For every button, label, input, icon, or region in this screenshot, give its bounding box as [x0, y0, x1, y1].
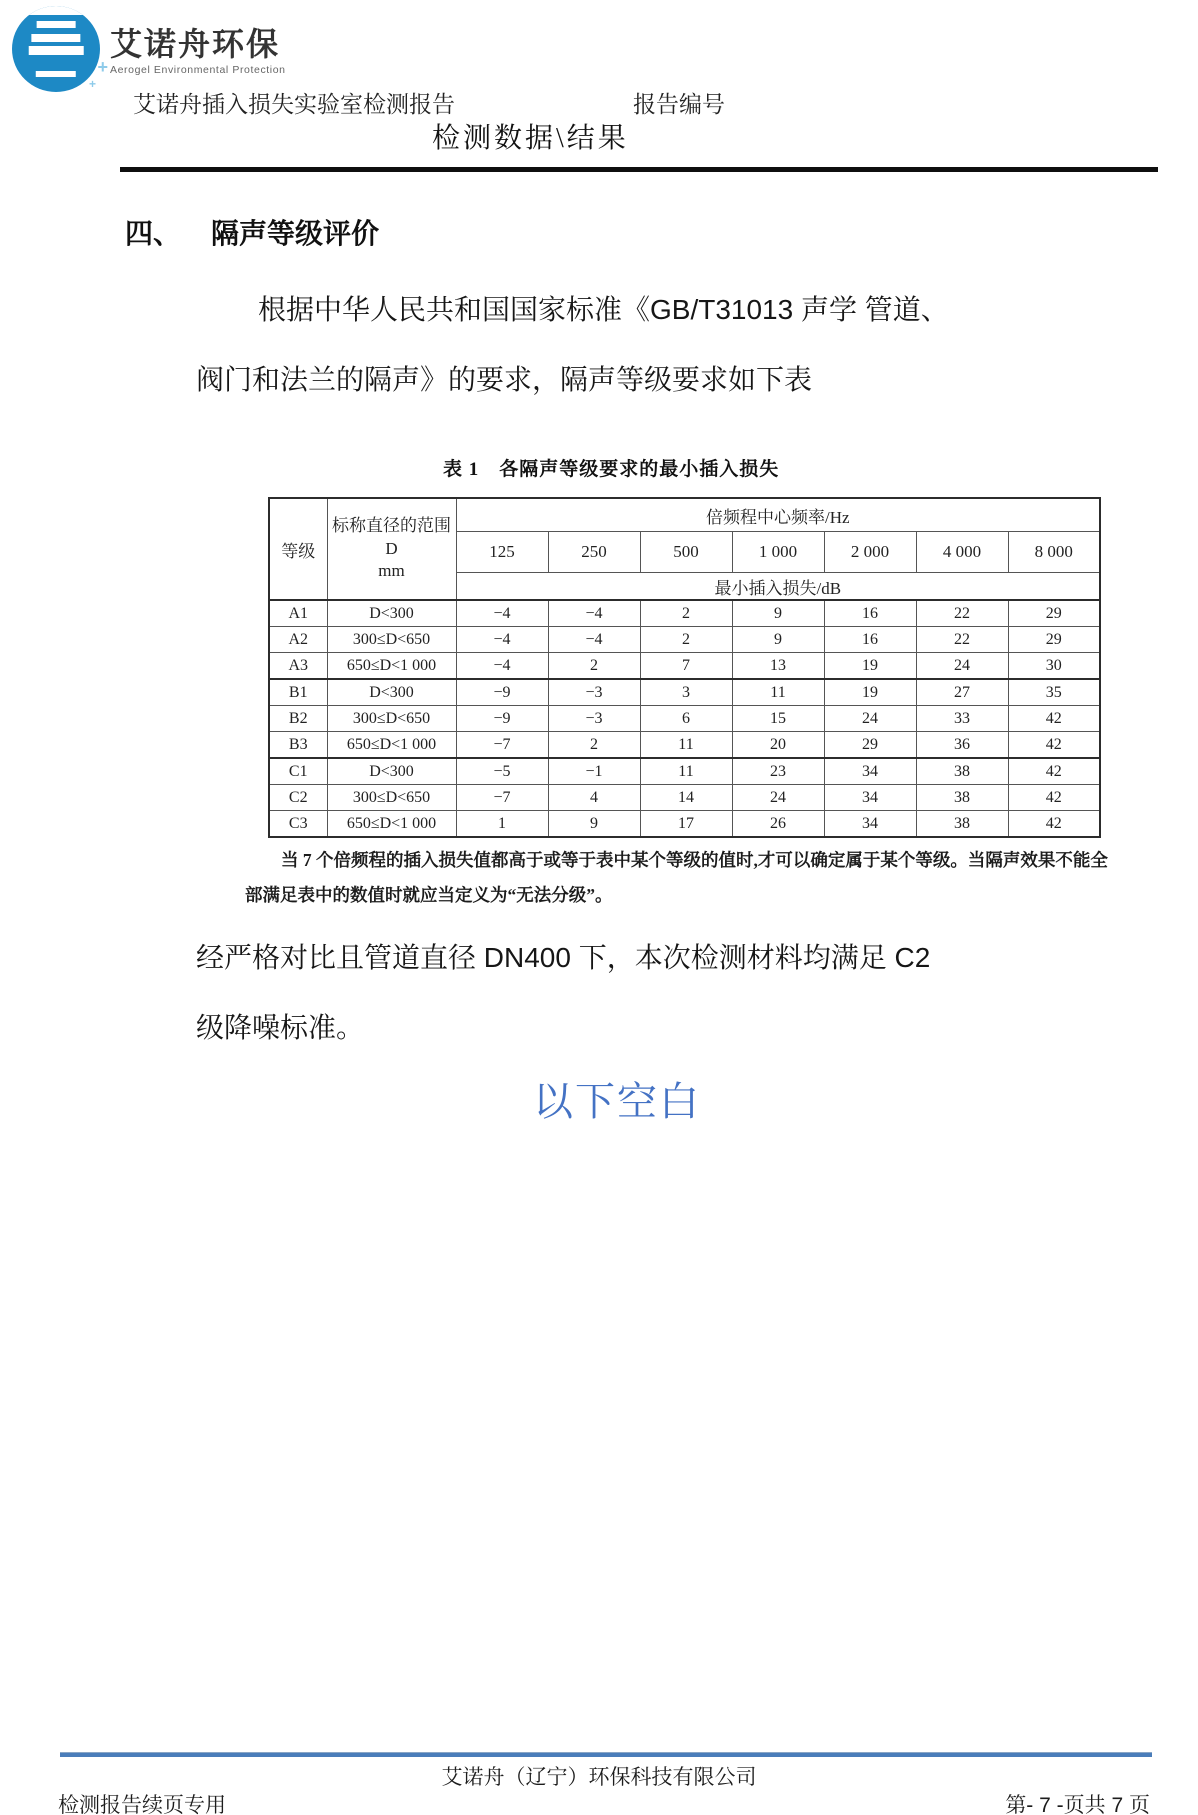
- loss-value-cell: 14: [640, 785, 732, 811]
- loss-value-cell: 19: [824, 653, 916, 680]
- loss-value-cell: 38: [916, 758, 1008, 785]
- header-divider: [120, 167, 1158, 172]
- sparkle-icon: +: [88, 77, 96, 91]
- loss-value-cell: 15: [732, 706, 824, 732]
- loss-value-cell: 34: [824, 811, 916, 838]
- intro-paragraph-line2: 阀门和法兰的隔声》的要求，隔声等级要求如下表: [196, 364, 813, 395]
- loss-value-cell: 36: [916, 732, 1008, 759]
- loss-value-cell: 1: [456, 811, 548, 838]
- loss-value-cell: 42: [1008, 706, 1100, 732]
- loss-value-cell: −7: [456, 785, 548, 811]
- footer-left-label: 检测报告续页专用: [58, 1794, 226, 1815]
- intro-paragraph-line1: 根据中华人民共和国国家标准《GB/T31013 声学 管道、: [258, 294, 949, 325]
- grade-cell: B1: [269, 679, 327, 706]
- loss-value-cell: 20: [732, 732, 824, 759]
- loss-value-cell: 35: [1008, 679, 1100, 706]
- table-row: [269, 811, 1100, 838]
- table-row: [269, 706, 1100, 732]
- diameter-range-cell: D<300: [327, 600, 456, 627]
- loss-value-cell: 42: [1008, 811, 1100, 838]
- table-header-row: [269, 498, 1100, 532]
- loss-value-cell: 2: [548, 732, 640, 759]
- grade-cell: A2: [269, 627, 327, 653]
- table-note: 当 7 个倍频程的插入损失值都高于或等于表中某个等级的值时,才可以确定属于某个等级。当隔声效果不能全部满足表中的数值时就应当定义为“无法分级”。: [245, 850, 1108, 905]
- table-row: [269, 627, 1100, 653]
- report-title: 艾诺舟插入损失实验室检测报告: [133, 92, 455, 117]
- loss-value-cell: 9: [732, 600, 824, 627]
- loss-value-cell: 29: [1008, 627, 1100, 653]
- loss-value-cell: 16: [824, 600, 916, 627]
- loss-value-cell: 26: [732, 811, 824, 838]
- loss-value-cell: −4: [548, 627, 640, 653]
- sparkle-icon: +: [97, 57, 108, 77]
- loss-value-cell: 38: [916, 785, 1008, 811]
- loss-value-cell: 30: [1008, 653, 1100, 680]
- loss-value-cell: 19: [824, 679, 916, 706]
- freq-col-header: 250: [548, 532, 640, 573]
- table-body: [269, 600, 1100, 837]
- loss-value-cell: 11: [640, 758, 732, 785]
- brand-name-en: Aerogel Environmental Protection: [110, 64, 286, 76]
- table-row: [269, 653, 1100, 680]
- diameter-range-cell: 650≤D<1 000: [327, 811, 456, 838]
- loss-value-cell: 9: [548, 811, 640, 838]
- loss-value-cell: −3: [548, 706, 640, 732]
- loss-value-cell: 4: [548, 785, 640, 811]
- grade-cell: A3: [269, 653, 327, 680]
- loss-value-cell: 38: [916, 811, 1008, 838]
- loss-value-cell: 16: [824, 627, 916, 653]
- loss-value-cell: 24: [916, 653, 1008, 680]
- brand-name-cn: 艾诺舟环保: [110, 26, 281, 62]
- grade-cell: C1: [269, 758, 327, 785]
- loss-value-cell: 13: [732, 653, 824, 680]
- diameter-range-cell: D<300: [327, 758, 456, 785]
- conclusion-line2: 级降噪标准。: [196, 1012, 365, 1043]
- diameter-range-cell: 300≤D<650: [327, 706, 456, 732]
- grade-cell: A1: [269, 600, 327, 627]
- loss-value-cell: −5: [456, 758, 548, 785]
- loss-value-cell: 2: [548, 653, 640, 680]
- loss-value-cell: −7: [456, 732, 548, 759]
- loss-value-cell: 34: [824, 758, 916, 785]
- footer-page-info: 第- 7 -页共 7 页: [1005, 1794, 1150, 1815]
- grade-cell: C2: [269, 785, 327, 811]
- loss-value-cell: −3: [548, 679, 640, 706]
- loss-value-cell: −1: [548, 758, 640, 785]
- loss-value-cell: −9: [456, 706, 548, 732]
- loss-value-cell: 23: [732, 758, 824, 785]
- table-row: [269, 785, 1100, 811]
- company-logo: [12, 6, 108, 92]
- loss-value-cell: 22: [916, 600, 1008, 627]
- footer-company: 艾诺舟（辽宁）环保科技有限公司: [441, 1766, 757, 1789]
- loss-value-cell: 42: [1008, 758, 1100, 785]
- freq-col-header: 125: [456, 532, 548, 573]
- section-heading: [125, 212, 379, 252]
- loss-value-cell: 42: [1008, 785, 1100, 811]
- footer-divider: [60, 1752, 1152, 1757]
- diameter-header: [327, 498, 456, 600]
- freq-col-header: 500: [640, 532, 732, 573]
- page-title: 检测数据\结果: [432, 123, 629, 154]
- min-loss-header: 最小插入损失/dB: [456, 573, 1100, 601]
- loss-value-cell: 27: [916, 679, 1008, 706]
- loss-value-cell: 22: [916, 627, 1008, 653]
- loss-value-cell: 9: [732, 627, 824, 653]
- conclusion-line1: 经严格对比且管道直径 DN400 下，本次检测材料均满足 C2: [196, 942, 931, 973]
- loss-value-cell: 3: [640, 679, 732, 706]
- table-row: [269, 600, 1100, 627]
- freq-col-header: 2 000: [824, 532, 916, 573]
- loss-value-cell: 7: [640, 653, 732, 680]
- loss-value-cell: −9: [456, 679, 548, 706]
- report-number-label: 报告编号: [633, 92, 725, 117]
- table-row: [269, 758, 1100, 785]
- diameter-header-line1: 标称直径的范围 D: [332, 515, 451, 558]
- loss-value-cell: 2: [640, 600, 732, 627]
- brand-block: [110, 28, 286, 76]
- diameter-range-cell: 650≤D<1 000: [327, 653, 456, 680]
- loss-value-cell: 24: [732, 785, 824, 811]
- freq-col-header: 8 000: [1008, 532, 1100, 573]
- loss-value-cell: 34: [824, 785, 916, 811]
- loss-value-cell: 24: [824, 706, 916, 732]
- grade-cell: B3: [269, 732, 327, 759]
- loss-value-cell: 11: [732, 679, 824, 706]
- section-title: 隔声等级评价: [211, 218, 380, 249]
- loss-value-cell: 29: [1008, 600, 1100, 627]
- loss-value-cell: 6: [640, 706, 732, 732]
- loss-value-cell: 2: [640, 627, 732, 653]
- logo-boat-icon: [12, 6, 100, 92]
- loss-value-cell: −4: [456, 600, 548, 627]
- loss-value-cell: −4: [548, 600, 640, 627]
- freq-col-header: 1 000: [732, 532, 824, 573]
- table-row: [269, 679, 1100, 706]
- grade-cell: B2: [269, 706, 327, 732]
- diameter-header-line2: mm: [378, 561, 405, 581]
- table-row: [269, 732, 1100, 759]
- diameter-range-cell: D<300: [327, 679, 456, 706]
- loss-value-cell: 33: [916, 706, 1008, 732]
- diameter-range-cell: 300≤D<650: [327, 785, 456, 811]
- diameter-range-cell: 300≤D<650: [327, 627, 456, 653]
- loss-value-cell: −4: [456, 653, 548, 680]
- diameter-range-cell: 650≤D<1 000: [327, 732, 456, 759]
- freq-col-header: 4 000: [916, 532, 1008, 573]
- section-number: 四、: [125, 218, 182, 249]
- insertion-loss-table: [268, 497, 1101, 838]
- grade-cell: C3: [269, 811, 327, 838]
- loss-value-cell: −4: [456, 627, 548, 653]
- grade-header: 等级: [269, 498, 327, 600]
- loss-value-cell: 11: [640, 732, 732, 759]
- loss-value-cell: 17: [640, 811, 732, 838]
- frequency-group-header: 倍频程中心频率/Hz: [456, 498, 1100, 532]
- table-caption: 表 1 各隔声等级要求的最小插入损失: [443, 459, 780, 480]
- blank-below-text: 以下空白: [533, 1080, 701, 1124]
- loss-value-cell: 42: [1008, 732, 1100, 759]
- loss-value-cell: 29: [824, 732, 916, 759]
